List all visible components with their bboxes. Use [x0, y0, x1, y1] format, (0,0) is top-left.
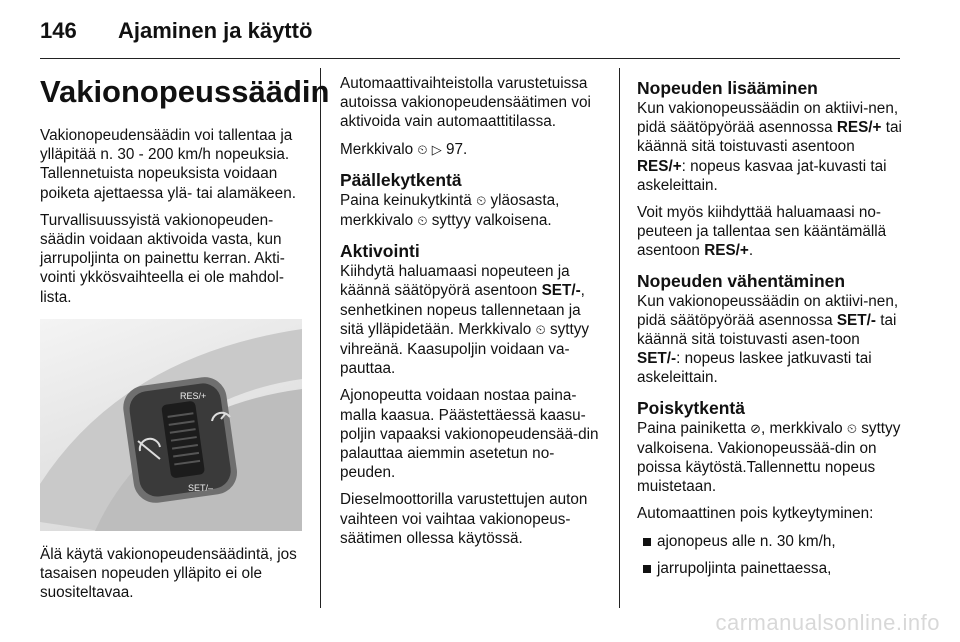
auto-off-list: [637, 532, 907, 578]
right-column: [637, 74, 907, 586]
middle-column: [340, 74, 608, 556]
acceleration-paragraph: Ajonopeutta voidaan nostaa paina-malla kaasua. Päästettäessä kaasu-poljin vapaaksi vakionopeudensää-din palauttaa aiemmin asetetun no-peuden.: [340, 387, 599, 482]
section-title-decrease-speed: Nopeuden vähentäminen: [637, 270, 846, 291]
auto-off-intro: Automaattinen pois kytkeytyminen:: [637, 505, 874, 523]
section-title-increase-speed: Nopeuden lisääminen: [637, 78, 818, 98]
warning-paragraph: Älä käytä vakionopeudensäädintä, jos tasaisen nopeuden ylläpito ei ole suositeltavaa.: [40, 545, 297, 602]
cruise-indicator-icon: ⏲: [846, 421, 858, 437]
switch-on-paragraph: Paina keinukytkintä ⏲ yläosasta, merkkivalo ⏲ syttyy valkoisena.: [340, 191, 560, 230]
section-title-activation: Aktivointi: [340, 241, 420, 262]
list-item: ajonopeus alle n. 30 km/h,: [637, 532, 907, 551]
watermark: carmanualsonline.info: [715, 610, 940, 635]
automatic-transmission-paragraph: Automaattivaihteistolla varustetuissa autoissa vakionopeudensäätimen voi aktivoida vain automaattitilassa.: [340, 75, 591, 131]
indicator-reference: Merkkivalo ⏲ ▷ 97.: [340, 140, 468, 158]
switch-off-paragraph: Paina painiketta ⊘, merkkivalo ⏲ syttyy valkoisena. Vakionopeussää-din on poissa käytöstä.Tallennettu nopeus muistetaan.: [637, 419, 901, 496]
column-divider-2: [619, 68, 620, 608]
decrease-speed-paragraph: Kun vakionopeussäädin on aktiivi-nen, pidä säätöpyörää asennossa SET/- tai käännä sitä toistuvasti asen-toon SET/-: nopeus laskee jatkuvasti tai askeleittain.: [637, 292, 899, 387]
cruise-control-switch-illustration: [40, 319, 302, 531]
page-header: [40, 18, 312, 48]
left-column: [40, 74, 330, 610]
column-divider-1: [320, 68, 321, 608]
page-number: 146: [40, 18, 77, 43]
cruise-indicator-icon: ⏲: [535, 322, 546, 338]
intro-paragraph: Vakionopeudensäädin voi tallentaa ja ylläpitää n. 30 - 200 km/h nopeuksia. Tallennetuista nopeuksista voidaan poiketa ajettaessa ylä- tai alamäkeen.: [40, 127, 296, 202]
diesel-paragraph: Dieselmoottorilla varustettujen auton vaihteen voi vaihtaa vakionopeus-säätimen ollessa käytössä.: [340, 491, 588, 547]
steering-wheel-control-figure: [40, 319, 302, 531]
increase-speed-paragraph: Kun vakionopeussäädin on aktiivi-nen, pidä säätöpyörää asennossa RES/+ tai käännä sitä toistuvasti asentoon RES/+: nopeus kasvaa jat-kuvasti tai askeleittain.: [637, 100, 902, 194]
activation-paragraph: Kiihdytä haluamaasi nopeuteen ja käännä säätöpyörä asentoon SET/-, senhetkinen nopeus tallennetaan ja sitä ylläpidetään. Merkkivalo ⏲ syttyy vihreänä. Kaasupoljin voidaan va-pauttaa.: [340, 263, 590, 378]
section-title-switch-on: Päällekytkentä: [340, 169, 462, 190]
chapter-title: Ajaminen ja käyttö: [118, 18, 313, 43]
store-speed-paragraph: Voit myös kiihdyttää haluamaasi no-peuteen ja tallentaa sen kääntämällä asentoon RES/+.: [637, 204, 887, 260]
cruise-indicator-icon: ⏲: [417, 142, 428, 158]
safety-paragraph: Turvallisuussyistä vakionopeuden-säädin voidaan aktivoida vasta, kun jarrupoljinta on painettu kerran. Akti-vointi ykkösvaihteella ei ole mahdol-lista.: [40, 211, 285, 306]
page-title: Vakionopeussäädin: [40, 74, 330, 109]
cruise-indicator-icon: ⏲: [476, 193, 487, 209]
cruise-indicator-icon: ⏲: [417, 214, 428, 230]
section-title-switch-off: Poiskytkentä: [637, 397, 745, 418]
cruise-cancel-icon: ⊘: [750, 421, 762, 437]
page-reference-icon: ▷: [431, 142, 442, 158]
figure-label-set: SET/–: [188, 482, 214, 493]
figure-label-res: RES/+: [180, 390, 207, 401]
list-item: jarrupoljinta painettaessa,: [637, 559, 907, 578]
header-divider: [40, 58, 900, 59]
